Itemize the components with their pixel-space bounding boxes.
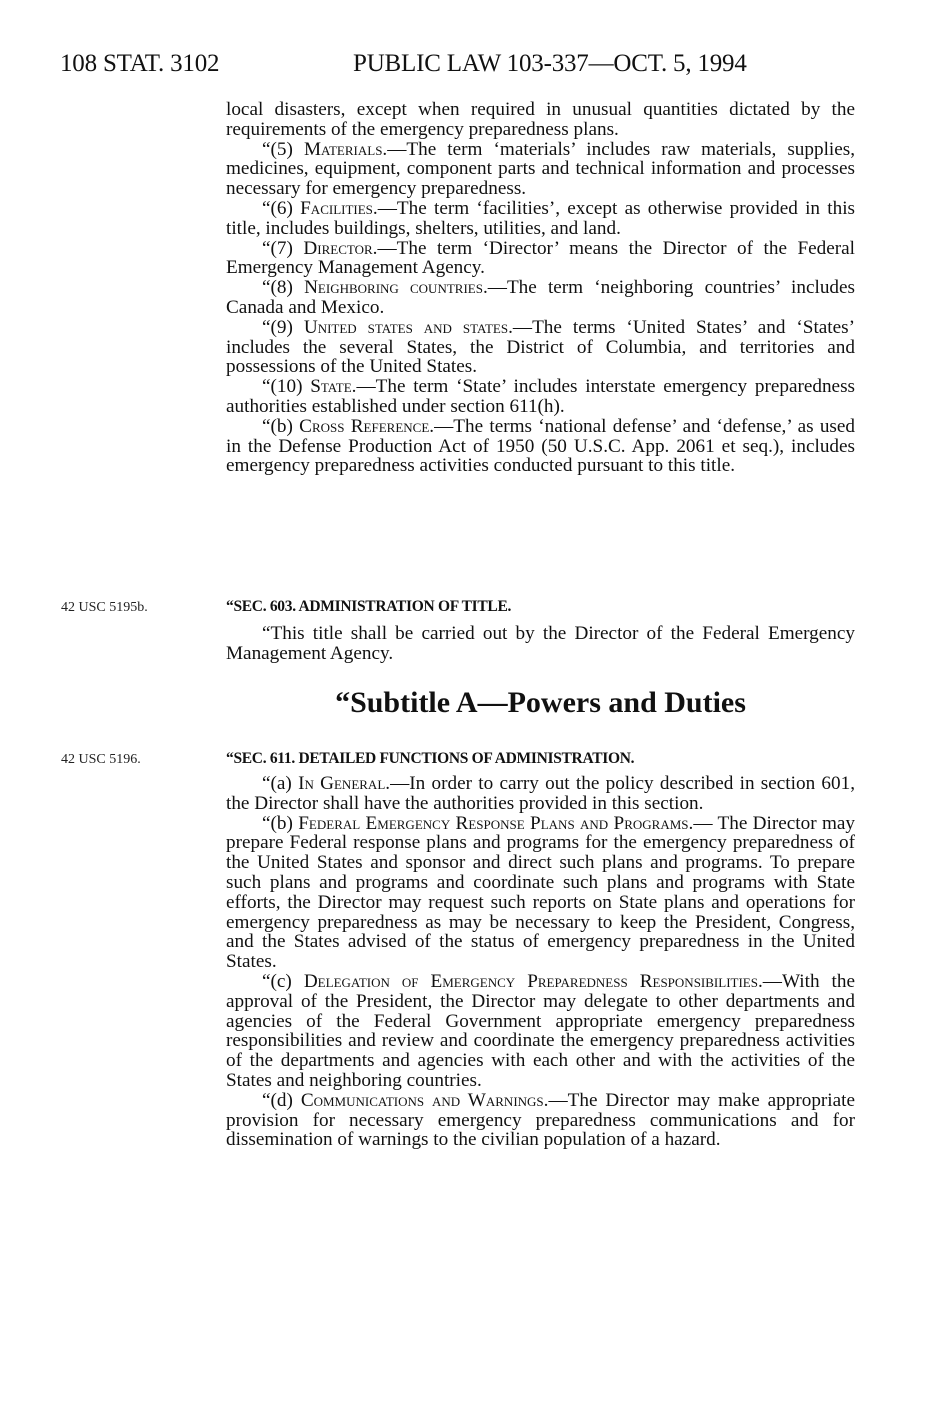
continued-paragraph: local disasters, except when required in unusual quantities dictated by the requirements of the emergency preparedness plans.	[226, 99, 855, 140]
section-603-body	[226, 624, 855, 664]
section-611-heading: “SEC. 611. DETAILED FUNCTIONS OF ADMINISTRATION.	[226, 750, 635, 767]
term-facilities: Facilities	[300, 197, 373, 219]
subtitle-heading: “Subtitle A—Powers and Duties	[335, 686, 746, 719]
definitions-block	[226, 100, 855, 476]
stat-page-number: 108 STAT. 3102	[60, 50, 220, 77]
definition-10: “(10) State.—The term ‘State’ includes interstate emergency preparedness authorities established under section 611(h).	[226, 376, 856, 417]
definition-5: “(5) Materials.—The term ‘materials’ includes raw materials, supplies, medicines, equipment, component parts and technical information and processes necessary for emergency preparedness.	[226, 138, 856, 200]
term-cross-reference: Cross Reference	[299, 415, 430, 437]
term-state: State	[310, 376, 352, 398]
section-611-d: “(d) Communications and Warnings.—The Director may make appropriate provision for necessary emergency preparedness communications and for dissemination of warnings to the civilian population of a hazard.	[226, 1089, 855, 1151]
margin-note-5196: 42 USC 5196.	[61, 752, 141, 767]
term-federal-plans: Federal Emergency Response Plans and Programs	[298, 812, 689, 834]
cross-reference: “(b) Cross Reference.—The terms ‘national defense’ and ‘defense,’ as used in the Defense Production Act of 1950 (50 U.S.C. App. 2061 et seq.), includes emergency preparedness activities conducted pursuant to this title.	[226, 415, 856, 477]
section-611-c: “(c) Delegation of Emergency Preparedness Responsibilities.—With the approval of the President, the Director may delegate to other departments and agencies of the Federal Government appropriate emergency preparedness responsibilities and review and coordinate the emergency preparedness activities of the departments and agencies with each other and with the activities of the States and neighboring countries.	[226, 970, 856, 1091]
law-citation: PUBLIC LAW 103-337—OCT. 5, 1994	[353, 50, 747, 77]
section-611-b: “(b) Federal Emergency Response Plans and Programs.— The Director may prepare Federal response plans and programs for the emergency preparedness of the United States and sponsor and direct such plans and programs. To prepare such plans and programs and coordinate such plans and programs with State efforts, the Director may request such reports on State plans and operations for emergency preparedness as may be necessary to keep the President, Congress, and the States advised of the status of emergency preparedness in the United States.	[226, 812, 855, 973]
section-611-body	[226, 774, 855, 1150]
definition-6: “(6) Facilities.—The term ‘facilities’, except as otherwise provided in this title, includes buildings, shelters, utilities, and land.	[226, 197, 855, 239]
section-603-text: “This title shall be carried out by the Director of the Federal Emergency Management Agency.	[226, 623, 855, 664]
term-neighboring-countries: Neighboring countries	[304, 277, 483, 299]
term-united-states: United states and states	[303, 316, 509, 338]
section-611-a: “(a) In General.—In order to carry out the policy described in section 601, the Director shall have the authorities provided in this section.	[226, 773, 856, 814]
term-materials: Materials	[303, 138, 383, 160]
definition-9: “(9) United states and states.—The terms ‘United States’ and ‘States’ includes the several States, the District of Columbia, and territories and possessions of the United States.	[226, 316, 856, 378]
term-in-general: In General	[298, 773, 386, 794]
definition-7: “(7) Director.—The term ‘Director’ means the Director of the Federal Emergency Management Agency.	[226, 237, 856, 279]
term-delegation: Delegation of Emergency Preparedness Responsibilities	[303, 970, 758, 992]
term-communications: Communications and Warnings	[300, 1089, 544, 1111]
definition-8: “(8) Neighboring countries.—The term ‘neighboring countries’ includes Canada and Mexico.	[226, 277, 856, 318]
margin-note-5195b: 42 USC 5195b.	[61, 600, 148, 615]
section-603-heading: “SEC. 603. ADMINISTRATION OF TITLE.	[226, 598, 512, 615]
term-director: Director	[303, 237, 373, 259]
